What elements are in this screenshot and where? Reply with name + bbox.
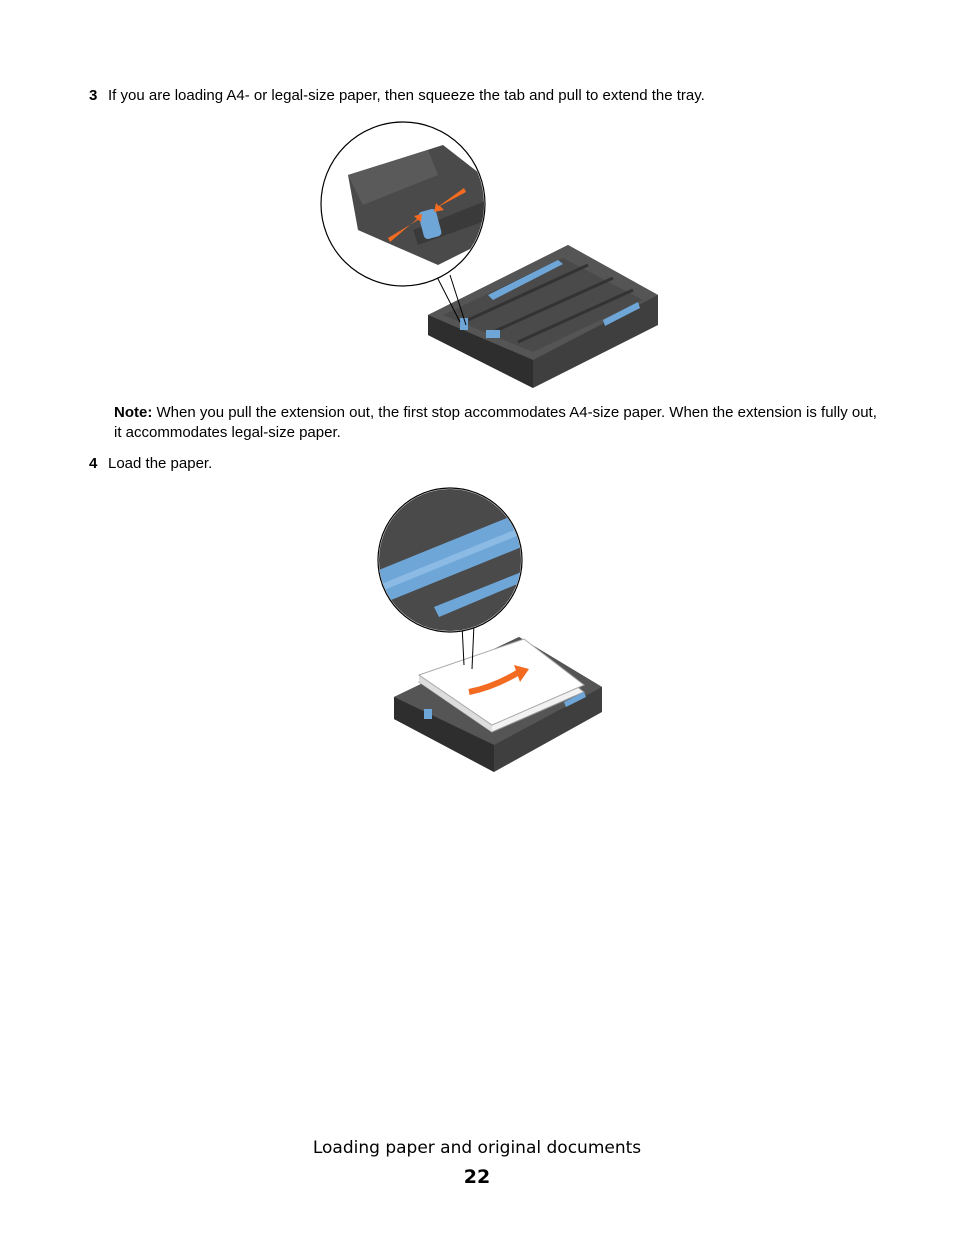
note-label: Note:	[114, 404, 153, 421]
footer-section-title: Loading paper and original documents	[312, 1138, 642, 1158]
magnified-tab-callout	[321, 122, 488, 286]
step-number: 3	[89, 87, 98, 104]
step-number: 4	[89, 455, 98, 472]
note-text: When you pull the extension out, the first stop accommodates A4-size paper. When the extension is fully out, it accommodates legal-size paper.	[114, 404, 877, 441]
step-4	[89, 454, 212, 474]
page-number: 22	[463, 1166, 491, 1188]
step-text: If you are loading A4- or legal-size paper, then squeeze the tab and pull to extend the tray.	[108, 87, 705, 104]
tray-extension-illustration	[318, 120, 663, 390]
load-paper-illustration	[374, 487, 609, 777]
magnified-guide-callout	[374, 487, 534, 637]
paper-tray	[428, 245, 658, 388]
note	[114, 403, 884, 443]
step-text: Load the paper.	[108, 455, 213, 472]
step-3	[89, 86, 705, 106]
